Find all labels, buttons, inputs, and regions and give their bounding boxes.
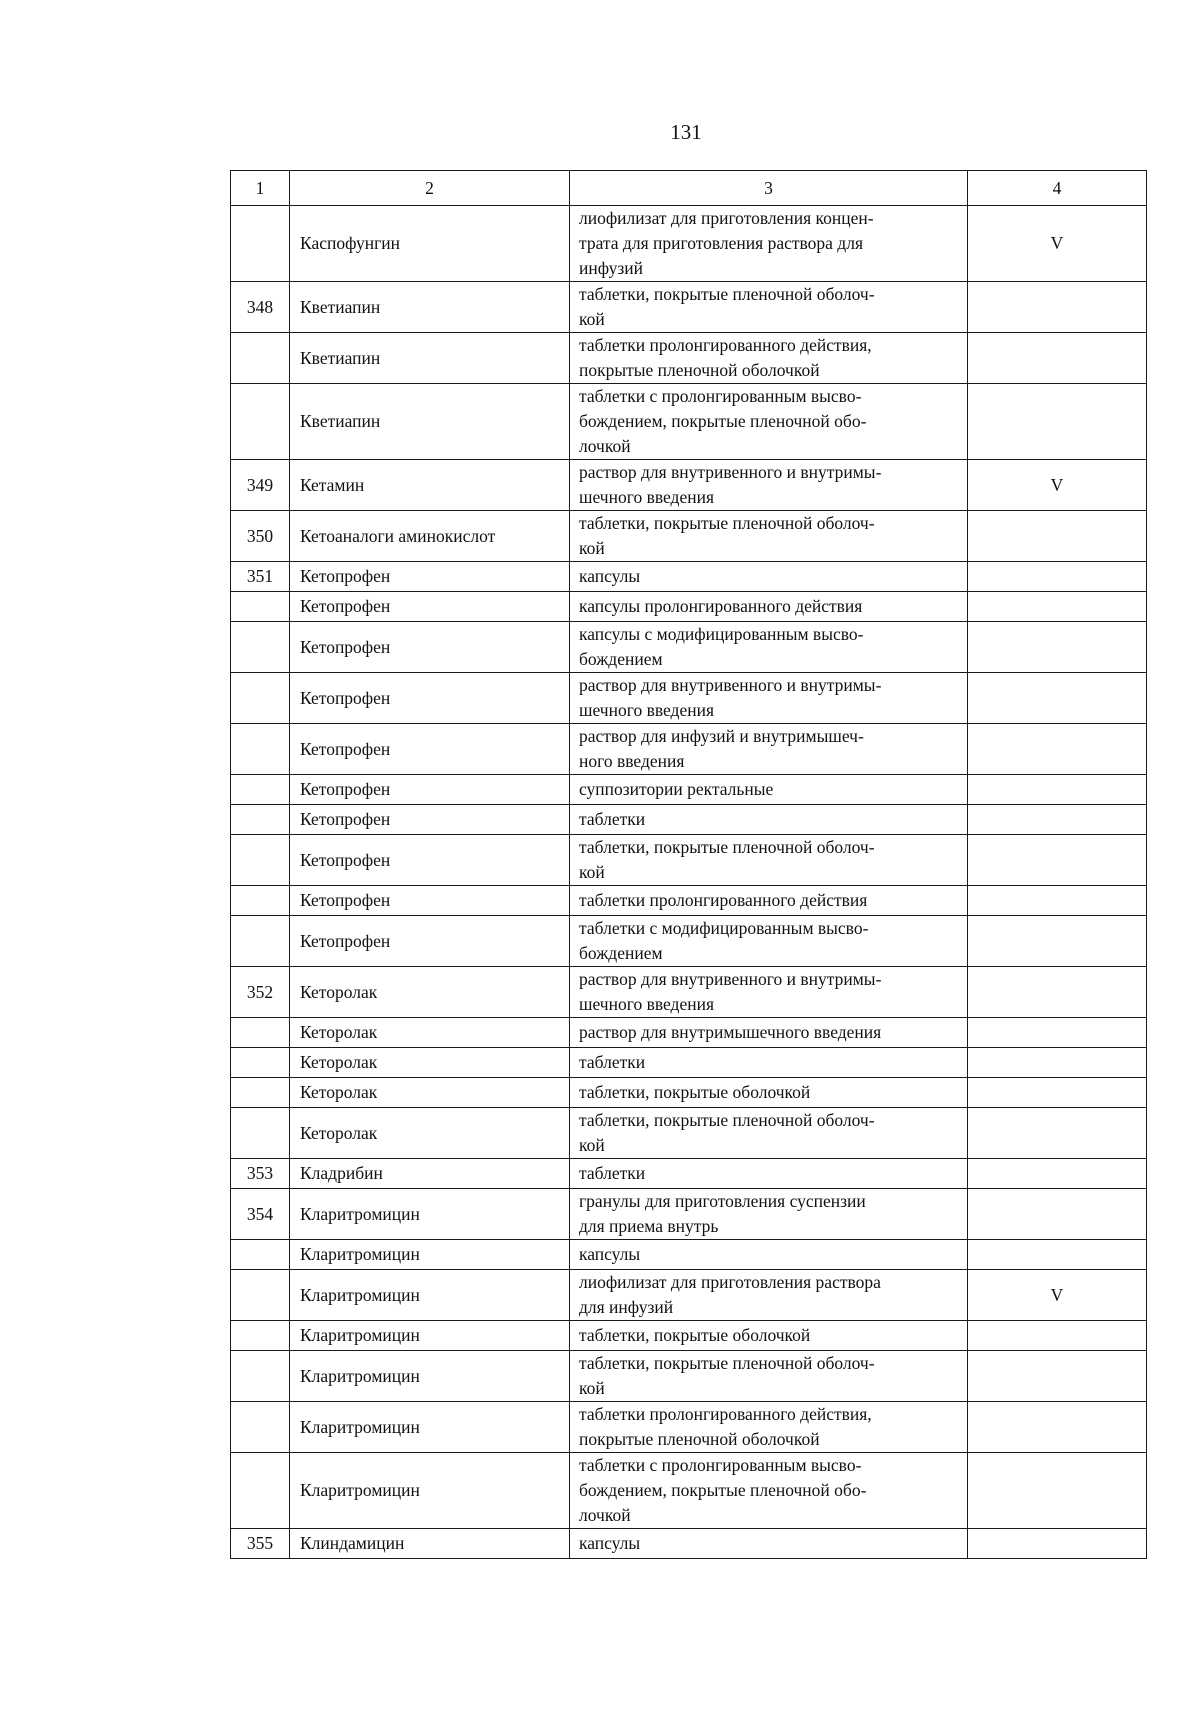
drug-name-cell: Кетопрофен — [290, 805, 570, 835]
dosage-form-line: лиофилизат для приготовления концен- — [579, 208, 874, 228]
vital-mark-cell — [968, 724, 1147, 775]
row-number-cell — [231, 673, 290, 724]
drug-name-cell: Кветиапин — [290, 384, 570, 460]
table-row — [231, 1108, 1147, 1159]
table-row — [231, 206, 1147, 282]
dosage-form-cell — [570, 1270, 968, 1321]
dosage-form-cell — [570, 1402, 968, 1453]
drug-name-cell: Кеторолак — [290, 1048, 570, 1078]
dosage-form-line: раствор для внутримышечного введения — [579, 1022, 882, 1042]
drug-name-cell: Кветиапин — [290, 282, 570, 333]
vital-mark-cell — [968, 333, 1147, 384]
dosage-form-line: бождением — [579, 649, 663, 669]
table-row — [231, 384, 1147, 460]
vital-mark-cell — [968, 562, 1147, 592]
vital-mark-cell — [968, 1018, 1147, 1048]
table-row — [231, 1189, 1147, 1240]
row-number-cell: 350 — [231, 511, 290, 562]
dosage-form-cell — [570, 1159, 968, 1189]
drug-name-cell: Кеторолак — [290, 1078, 570, 1108]
drug-name-cell: Кларитромицин — [290, 1351, 570, 1402]
row-number-cell — [231, 1240, 290, 1270]
dosage-form-cell — [570, 1351, 968, 1402]
vital-mark-cell — [968, 511, 1147, 562]
table-row — [231, 805, 1147, 835]
drug-name-cell: Кетамин — [290, 460, 570, 511]
drug-name-cell: Кеторолак — [290, 1018, 570, 1048]
dosage-form-cell — [570, 384, 968, 460]
drug-name-cell: Кетопрофен — [290, 775, 570, 805]
dosage-form-cell — [570, 775, 968, 805]
header-cell-4: 4 — [968, 171, 1147, 206]
dosage-form-line: трата для приготовления раствора для — [579, 233, 863, 253]
dosage-form-line: капсулы — [579, 1244, 641, 1264]
vital-mark-cell — [968, 775, 1147, 805]
table-row — [231, 1453, 1147, 1529]
drug-name-cell: Кетопрофен — [290, 622, 570, 673]
dosage-form-line: кой — [579, 1135, 605, 1155]
table-row — [231, 282, 1147, 333]
dosage-form-line: лочкой — [579, 436, 631, 456]
drug-name-cell: Кларитромицин — [290, 1402, 570, 1453]
vital-mark-cell — [968, 1189, 1147, 1240]
dosage-form-line: таблетки, покрытые оболочкой — [579, 1325, 811, 1345]
drug-name-cell: Кетопрофен — [290, 724, 570, 775]
header-cell-1: 1 — [231, 171, 290, 206]
dosage-form-line: таблетки пролонгированного действия, — [579, 335, 872, 355]
table-header — [231, 171, 1147, 206]
dosage-form-cell — [570, 1321, 968, 1351]
dosage-form-line: таблетки, покрытые пленочной оболоч- — [579, 1110, 875, 1130]
table-row — [231, 562, 1147, 592]
dosage-form-line: раствор для инфузий и внутримышеч- — [579, 726, 864, 746]
vital-mark-cell — [968, 1321, 1147, 1351]
table-row — [231, 1240, 1147, 1270]
dosage-form-line: капсулы с модифицированным высво- — [579, 624, 864, 644]
dosage-form-line: таблетки с пролонгированным высво- — [579, 386, 862, 406]
row-number-cell — [231, 1078, 290, 1108]
row-number-cell — [231, 1321, 290, 1351]
drug-name-cell: Кетопрофен — [290, 835, 570, 886]
dosage-form-line: капсулы — [579, 566, 641, 586]
table-row — [231, 622, 1147, 673]
table-row — [231, 1270, 1147, 1321]
table-row — [231, 886, 1147, 916]
vital-mark-cell — [968, 1108, 1147, 1159]
table-row — [231, 1529, 1147, 1559]
dosage-form-line: инфузий — [579, 258, 644, 278]
drug-name-cell: Кетопрофен — [290, 592, 570, 622]
vital-mark-cell — [968, 886, 1147, 916]
dosage-form-cell — [570, 673, 968, 724]
drug-name-cell: Кларитромицин — [290, 1270, 570, 1321]
row-number-cell — [231, 1048, 290, 1078]
dosage-form-line: таблетки — [579, 1052, 646, 1072]
dosage-form-line: кой — [579, 309, 605, 329]
table-row — [231, 916, 1147, 967]
table-row — [231, 460, 1147, 511]
table-row — [231, 333, 1147, 384]
dosage-form-line: таблетки — [579, 1163, 646, 1183]
row-number-cell: 354 — [231, 1189, 290, 1240]
dosage-form-cell — [570, 916, 968, 967]
row-number-cell — [231, 622, 290, 673]
dosage-form-line: кой — [579, 862, 605, 882]
row-number-cell — [231, 1351, 290, 1402]
row-number-cell — [231, 1402, 290, 1453]
drug-name-cell: Кетопрофен — [290, 886, 570, 916]
dosage-form-line: таблетки, покрытые пленочной оболоч- — [579, 513, 875, 533]
drug-name-cell: Кетопрофен — [290, 562, 570, 592]
dosage-form-cell — [570, 1018, 968, 1048]
dosage-form-line: таблетки, покрытые пленочной оболоч- — [579, 1353, 875, 1373]
row-number-cell — [231, 1018, 290, 1048]
dosage-form-line: таблетки с пролонгированным высво- — [579, 1455, 862, 1475]
table-row — [231, 1351, 1147, 1402]
dosage-form-line: раствор для внутривенного и внутримы- — [579, 969, 882, 989]
drug-name-cell: Кетопрофен — [290, 916, 570, 967]
dosage-form-line: раствор для внутривенного и внутримы- — [579, 675, 882, 695]
dosage-form-line: таблетки пролонгированного действия — [579, 890, 868, 910]
dosage-form-line: таблетки, покрытые оболочкой — [579, 1082, 811, 1102]
drug-name-cell: Кветиапин — [290, 333, 570, 384]
dosage-form-cell — [570, 282, 968, 333]
drug-name-cell: Кларитромицин — [290, 1321, 570, 1351]
dosage-form-line: капсулы пролонгированного действия — [579, 596, 863, 616]
dosage-form-line: для инфузий — [579, 1297, 674, 1317]
vital-mark-cell — [968, 1453, 1147, 1529]
table-body — [231, 206, 1147, 1559]
row-number-cell — [231, 1108, 290, 1159]
drug-name-cell: Клиндамицин — [290, 1529, 570, 1559]
vital-mark-cell — [968, 967, 1147, 1018]
vital-mark-cell — [968, 673, 1147, 724]
vital-mark-cell — [968, 1529, 1147, 1559]
dosage-form-cell — [570, 622, 968, 673]
row-number-cell: 353 — [231, 1159, 290, 1189]
dosage-form-line: бождением, покрытые пленочной обо- — [579, 1480, 867, 1500]
row-number-cell — [231, 916, 290, 967]
row-number-cell: 351 — [231, 562, 290, 592]
dosage-form-line: таблетки, покрытые пленочной оболоч- — [579, 284, 875, 304]
table-row — [231, 592, 1147, 622]
dosage-form-cell — [570, 886, 968, 916]
table-row — [231, 724, 1147, 775]
dosage-form-cell — [570, 511, 968, 562]
row-number-cell — [231, 1453, 290, 1529]
vital-mark-cell — [968, 1240, 1147, 1270]
drug-name-cell: Кеторолак — [290, 1108, 570, 1159]
drug-name-cell: Кларитромицин — [290, 1189, 570, 1240]
vital-mark-cell — [968, 1402, 1147, 1453]
row-number-cell — [231, 592, 290, 622]
dosage-form-line: лиофилизат для приготовления раствора — [579, 1272, 881, 1292]
table-row — [231, 835, 1147, 886]
vital-mark-cell: V — [968, 460, 1147, 511]
vital-mark-cell — [968, 1078, 1147, 1108]
vital-mark-cell — [968, 916, 1147, 967]
dosage-form-cell — [570, 592, 968, 622]
drug-name-cell: Кларитромицин — [290, 1453, 570, 1529]
dosage-form-line: таблетки с модифицированным высво- — [579, 918, 869, 938]
vital-mark-cell — [968, 622, 1147, 673]
dosage-form-cell — [570, 835, 968, 886]
vital-mark-cell — [968, 1351, 1147, 1402]
dosage-form-line: покрытые пленочной оболочкой — [579, 1429, 820, 1449]
row-number-cell — [231, 206, 290, 282]
dosage-form-line: бождением, покрытые пленочной обо- — [579, 411, 867, 431]
row-number-cell — [231, 805, 290, 835]
dosage-form-cell — [570, 1108, 968, 1159]
header-cell-2: 2 — [290, 171, 570, 206]
dosage-form-line: таблетки — [579, 809, 646, 829]
dosage-form-line: таблетки пролонгированного действия, — [579, 1404, 872, 1424]
vital-mark-cell — [968, 805, 1147, 835]
row-number-cell: 348 — [231, 282, 290, 333]
drug-name-cell: Кладрибин — [290, 1159, 570, 1189]
dosage-form-cell — [570, 967, 968, 1018]
vital-mark-cell: V — [968, 206, 1147, 282]
dosage-form-line: шечного введения — [579, 487, 715, 507]
dosage-form-cell — [570, 460, 968, 511]
dosage-form-line: капсулы — [579, 1533, 641, 1553]
vital-mark-cell — [968, 1048, 1147, 1078]
dosage-form-cell — [570, 333, 968, 384]
vital-mark-cell — [968, 592, 1147, 622]
row-number-cell — [231, 333, 290, 384]
row-number-cell — [231, 724, 290, 775]
table-row — [231, 1018, 1147, 1048]
dosage-form-line: кой — [579, 538, 605, 558]
dosage-form-line: бождением — [579, 943, 663, 963]
table-header-row — [231, 171, 1147, 206]
dosage-form-cell — [570, 1529, 968, 1559]
page-number: 131 — [670, 120, 702, 144]
dosage-form-cell — [570, 1240, 968, 1270]
drug-table — [230, 170, 1147, 1559]
vital-mark-cell — [968, 384, 1147, 460]
table-row — [231, 1048, 1147, 1078]
dosage-form-line: таблетки, покрытые пленочной оболоч- — [579, 837, 875, 857]
table-row — [231, 1321, 1147, 1351]
dosage-form-line: ного введения — [579, 751, 685, 771]
table-row — [231, 1402, 1147, 1453]
table-row — [231, 1159, 1147, 1189]
table-row — [231, 1078, 1147, 1108]
dosage-form-cell — [570, 1078, 968, 1108]
drug-name-cell: Каспофунгин — [290, 206, 570, 282]
dosage-form-line: покрытые пленочной оболочкой — [579, 360, 820, 380]
drug-name-cell: Кетопрофен — [290, 673, 570, 724]
dosage-form-line: суппозитории ректальные — [579, 779, 774, 799]
dosage-form-cell — [570, 724, 968, 775]
row-number-cell: 355 — [231, 1529, 290, 1559]
row-number-cell: 352 — [231, 967, 290, 1018]
dosage-form-line: шечного введения — [579, 994, 715, 1014]
row-number-cell — [231, 835, 290, 886]
drug-name-cell: Кеторолак — [290, 967, 570, 1018]
dosage-form-cell — [570, 1453, 968, 1529]
drug-name-cell: Кларитромицин — [290, 1240, 570, 1270]
dosage-form-line: кой — [579, 1378, 605, 1398]
dosage-form-line: раствор для внутривенного и внутримы- — [579, 462, 882, 482]
dosage-form-line: гранулы для приготовления суспензии — [579, 1191, 866, 1211]
vital-mark-cell: V — [968, 1270, 1147, 1321]
vital-mark-cell — [968, 1159, 1147, 1189]
table-row — [231, 673, 1147, 724]
row-number-cell — [231, 1270, 290, 1321]
table-row — [231, 967, 1147, 1018]
drug-name-cell: Кетоаналоги аминокислот — [290, 511, 570, 562]
row-number-cell — [231, 886, 290, 916]
dosage-form-cell — [570, 562, 968, 592]
dosage-form-line: шечного введения — [579, 700, 715, 720]
row-number-cell: 349 — [231, 460, 290, 511]
header-cell-3: 3 — [570, 171, 968, 206]
vital-mark-cell — [968, 835, 1147, 886]
dosage-form-cell — [570, 1189, 968, 1240]
table-row — [231, 775, 1147, 805]
dosage-form-line: для приема внутрь — [579, 1216, 719, 1236]
table-row — [231, 511, 1147, 562]
dosage-form-cell — [570, 1048, 968, 1078]
row-number-cell — [231, 384, 290, 460]
dosage-form-cell — [570, 805, 968, 835]
vital-mark-cell — [968, 282, 1147, 333]
dosage-form-cell — [570, 206, 968, 282]
dosage-form-line: лочкой — [579, 1505, 631, 1525]
row-number-cell — [231, 775, 290, 805]
